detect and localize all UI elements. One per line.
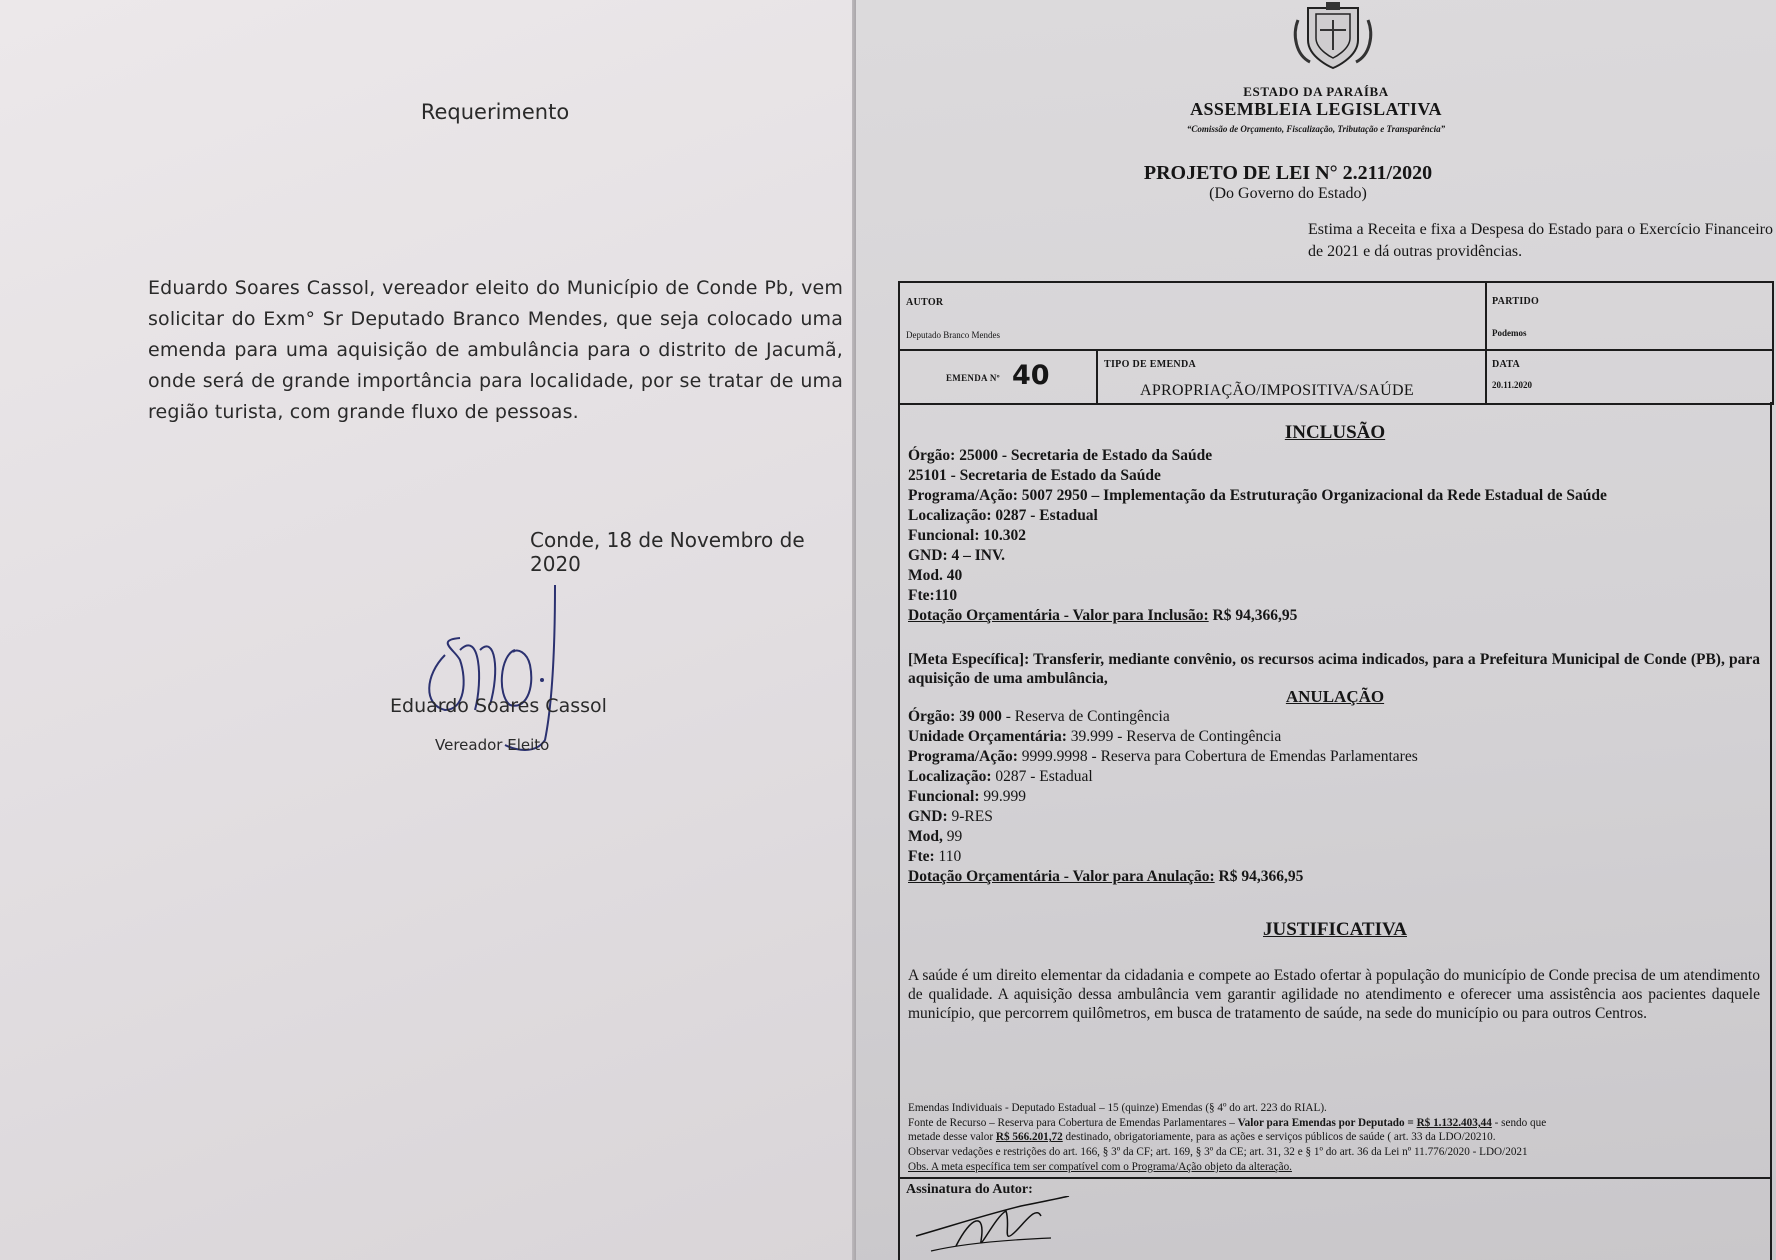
project-title: PROJETO DE LEI N° 2.211/2020 <box>1143 162 1433 184</box>
annulment-line: Programa/Ação: 9999.9998 - Reserva para Cobertura de Emendas Parlamentares <box>908 748 1418 765</box>
author-signature <box>911 1196 1071 1260</box>
inclusion-line: GND: 4 – INV. <box>908 547 1006 564</box>
inclusion-line: Localização: 0287 - Estadual <box>908 507 1098 524</box>
footnote-line: Obs. A meta específica tem ser compatível com o Programa/Ação objeto da alteração. <box>908 1161 1292 1173</box>
annulment-line: Unidade Orçamentária: 39.999 - Reserva de Contingência <box>908 728 1282 745</box>
annulment-line: Fte: 110 <box>908 848 962 865</box>
footnote-line: Fonte de Recurso – Reserva para Cobertura de Emendas Parlamentares – Valor para Emendas por Deputado = R$ 1.132.403,44 - sendo que <box>908 1117 1547 1129</box>
inclusion-line: Mod. 40 <box>908 567 963 584</box>
assembly-name: ASSEMBLEIA LEGISLATIVA <box>1190 99 1442 119</box>
inclusion-meta: [Meta Específica]: Transferir, mediante convênio, os recursos acima indicados, para a Prefeitura Municipal de Conde (PB), para aquisição de uma ambulância, <box>908 651 1760 687</box>
annulment-line: Órgão: 39 000 - Reserva de Contingência <box>908 708 1170 725</box>
type-value: APROPRIAÇÃO/IMPOSITIVA/SAÚDE <box>1140 382 1414 399</box>
party-label: PARTIDO <box>1492 296 1540 307</box>
author-label: AUTOR <box>906 297 944 308</box>
requerimento-title: Requerimento <box>420 100 570 124</box>
project-origin: (Do Governo do Estado) <box>1209 185 1367 202</box>
annulment-value-row: Dotação Orçamentária - Valor para Anulação: R$ 94,366,95 <box>908 868 1304 885</box>
date-value: 20.11.2020 <box>1492 380 1533 390</box>
party-value: Podemos <box>1492 328 1527 338</box>
signer-role: Vereador Eleito <box>435 736 550 754</box>
amendment-number: 40 <box>1012 360 1050 391</box>
coat-of-arms-icon <box>1288 0 1378 72</box>
requerimento-page <box>0 0 856 1260</box>
justification-title: JUSTIFICATIVA <box>1263 919 1407 940</box>
annulment-line: Mod, 99 <box>908 828 963 845</box>
justification-text: A saúde é um direito elementar da cidadania e compete ao Estado ofertar à população do município de Conde precisa de um atendimento de qualidade. A aquisição dessa ambulância vem garantir agilidade no atendimento e oferecer uma assistência aos pacientes daquele município, que percorrem quilômetros, em busca de tratamento de saúde, na sede do município ou para outros Centros. <box>908 967 1760 1022</box>
footnote-line: metade desse valor R$ 566.201,72 destinado, obrigatoriamente, para as ações e serviços públicos de saúde ( art. 33 da LDO/20210. <box>908 1131 1496 1143</box>
inclusion-title: INCLUSÃO <box>1284 422 1386 443</box>
type-label: TIPO DE EMENDA <box>1104 359 1196 370</box>
amendment-body <box>898 402 1772 1260</box>
inclusion-value-row: Dotação Orçamentária - Valor para Inclusão: R$ 94,366,95 <box>908 607 1298 624</box>
project-ementa: Estima a Receita e fixa a Despesa do Estado para o Exercício Financeiro de 2021 e dá outras providências. <box>1308 221 1773 260</box>
handwritten-signature <box>405 580 605 760</box>
annulment-line: GND: 9-RES <box>908 808 993 825</box>
requerimento-date: Conde, 18 de Novembro de 2020 <box>530 528 805 576</box>
commission-name: “Comissão de Orçamento, Fiscalização, Tributação e Transparência” <box>1186 124 1446 134</box>
signer-name: Eduardo Soares Cassol <box>390 695 607 717</box>
annulment-line: Funcional: 99.999 <box>908 788 1026 805</box>
footnote-line: Observar vedações e restrições do art. 166, § 3º da CF; art. 169, § 3º da CE; art. 31, 32 e § 1º do art. 36 da Lei nº 11.776/2020 - LDO/2021 <box>908 1146 1528 1158</box>
inclusion-line: Fte:110 <box>908 587 958 604</box>
inclusion-line: 25101 - Secretaria de Estado da Saúde <box>908 467 1161 484</box>
amendment-label: EMENDA Nº <box>946 373 1000 383</box>
annulment-title: ANULAÇÃO <box>1285 687 1385 706</box>
annulment-line: Localização: 0287 - Estadual <box>908 768 1093 785</box>
author-signature-label: Assinatura do Autor: <box>906 1182 1033 1197</box>
inclusion-line: Programa/Ação: 5007 2950 – Implementação da Estruturação Organizacional da Rede Estadual de Saúde <box>908 487 1607 504</box>
emenda-page <box>856 0 1776 1260</box>
footnote-line: Emendas Individuais - Deputado Estadual – 15 (quinze) Emendas (§ 4º do art. 223 do RIAL). <box>908 1102 1327 1114</box>
author-value: Deputado Branco Mendes <box>906 330 1000 340</box>
amendment-form-table <box>898 281 1774 405</box>
inclusion-line: Funcional: 10.302 <box>908 527 1026 544</box>
date-label: DATA <box>1492 359 1521 370</box>
requerimento-body: Eduardo Soares Cassol, vereador eleito do Município de Conde Pb, vem solicitar do Exm° Sr Deputado Branco Mendes, que seja colocado uma emenda para uma aquisição de ambulância para o distrito de Jacumã, onde será de grande importância para localidade, por se tratar de uma região turista, com grande fluxo de pessoas. <box>148 277 843 423</box>
inclusion-line: Órgão: 25000 - Secretaria de Estado da Saúde <box>908 447 1213 464</box>
state-name: ESTADO DA PARAÍBA <box>1243 84 1389 99</box>
